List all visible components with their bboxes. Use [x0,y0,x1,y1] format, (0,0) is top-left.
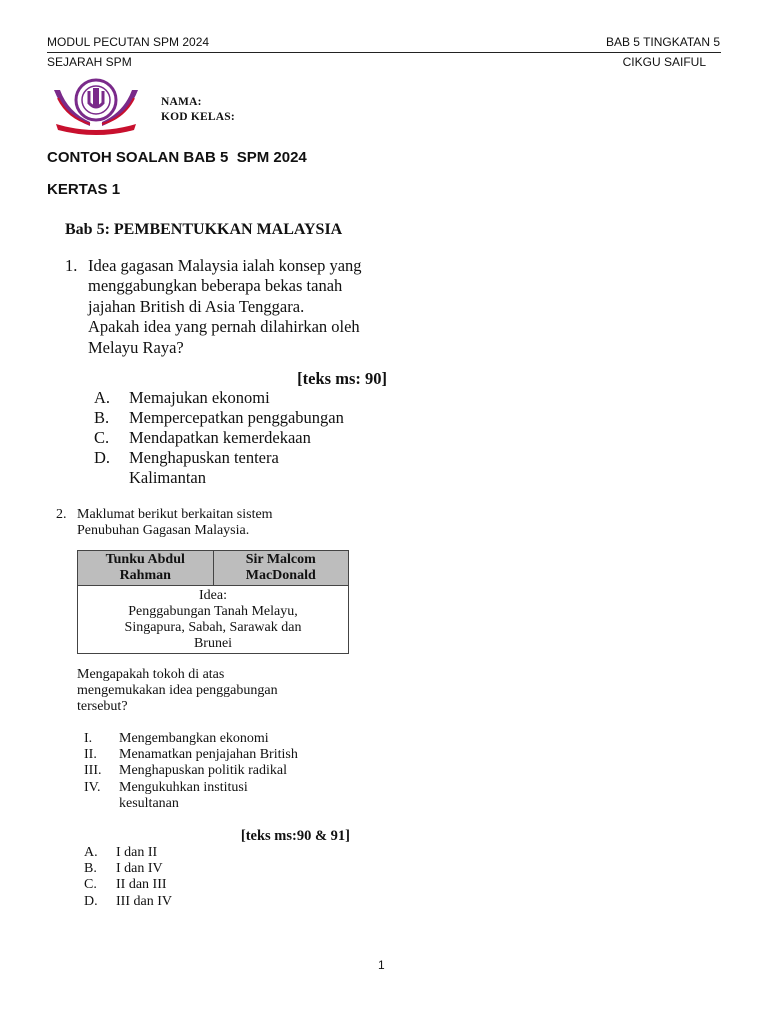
header-subject: SEJARAH SPM [47,55,132,69]
q2-number: 2. [56,507,67,522]
statement-numeral: I. [84,731,93,746]
option-letter: C. [84,877,97,893]
q1-number: 1. [65,256,78,275]
idea-line: Singapura, Sabah, Sarawak dan [124,620,302,635]
header-chapter-form: BAB 5 TINGKATAN 5 [605,35,720,49]
option-letter: A. [94,388,111,407]
header-divider [47,52,721,53]
idea-line: Penggabungan Tanah Melayu, [128,604,298,619]
option-letter: B. [84,861,97,877]
q2-info-table [77,550,349,654]
q1-option-a[interactable] [94,388,344,408]
q1-stem [88,256,362,358]
table-idea-cell [78,586,349,654]
q1-stem-line: jajahan British di Asia Tenggara. [88,296,305,316]
option-letter: D. [84,893,98,909]
statement-text: Menamatkan penjajahan British [119,747,298,763]
q1-stem-line: Melayu Raya? [88,337,184,357]
header-line: Tunku Abdul [105,552,185,567]
statement-numeral: IV. [84,779,101,795]
statement-numeral: III. [84,763,102,779]
statement-iv [84,780,298,796]
option-letter: A. [84,845,98,860]
statement-text: Mengukuhkan institusi [119,779,248,795]
q2-option-d[interactable] [84,894,172,910]
table-header-macdonald [213,551,349,586]
statement-text: Menghapuskan politik radikal [119,763,287,779]
statement-numeral: II. [84,747,97,763]
school-logo [50,76,142,136]
statement-iii [84,763,298,779]
q1-stem-line: menggabungkan beberapa bekas tanah [88,276,343,296]
q1-option-d[interactable] [94,448,344,468]
q2-option-a[interactable] [84,845,172,861]
option-text: I dan II [116,845,158,860]
q2-option-b[interactable] [84,861,172,877]
q2-intro-line: Maklumat berikut berkaitan sistem [77,507,273,522]
q2-text-reference: [teks ms:90 & 91] [240,828,350,844]
statement-iv-continued: kesultanan [119,795,179,811]
header-line: Rahman [119,568,171,583]
q2-question-line: tersebut? [77,699,128,715]
header-line: Sir Malcom [245,552,316,567]
q1-stem-line: Apakah idea yang pernah dilahirkan oleh [88,317,360,337]
idea-line: Brunei [193,636,233,651]
statement-text: Mengembangkan ekonomi [119,731,269,746]
idea-line: Idea: [199,588,227,603]
q1-option-c[interactable] [94,428,344,448]
option-text: Mempercepatkan penggabungan [129,408,344,427]
option-text: Menghapuskan tentera [129,448,279,467]
option-text: II dan III [116,877,167,893]
q1-text-reference: [teks ms: 90] [297,369,387,388]
option-text: III dan IV [116,893,172,909]
q2-option-c[interactable] [84,877,172,893]
q1-options [94,388,344,488]
option-letter: B. [94,408,110,427]
option-text: I dan IV [116,861,163,877]
statement-i [84,731,298,747]
q1-option-b[interactable] [94,408,344,428]
q2-question-line: mengemukakan idea penggabungan [77,683,278,699]
option-letter: C. [94,428,110,447]
q2-intro-line: Penubuhan Gagasan Malaysia. [77,523,250,539]
document-title: CONTOH SOALAN BAB 5 SPM 2024 [47,149,307,166]
option-text: Mendapatkan kemerdekaan [129,428,311,447]
q2-statements [84,731,298,812]
q2-options [84,845,172,910]
q1-stem-line: Idea gagasan Malaysia ialah konsep yang [88,256,362,275]
chapter-heading: Bab 5: PEMBENTUKKAN MALAYSIA [65,221,343,238]
statement-ii [84,747,298,763]
option-letter: D. [94,448,111,467]
page-number: 1 [378,958,385,972]
paper-label: KERTAS 1 [47,181,121,198]
option-text: Memajukan ekonomi [129,388,270,407]
header-teacher: CIKGU SAIFUL [622,55,706,69]
name-label: NAMA: [161,96,202,108]
q2-question [77,667,278,716]
header-module-title: MODUL PECUTAN SPM 2024 [47,35,210,49]
class-code-label: KOD KELAS: [161,111,235,123]
q2-intro [77,507,273,539]
q1-option-d-continued: Kalimantan [129,468,206,487]
table-header-tunku [78,551,214,586]
header-line: MacDonald [245,568,316,583]
q2-question-line: Mengapakah tokoh di atas [77,667,225,682]
